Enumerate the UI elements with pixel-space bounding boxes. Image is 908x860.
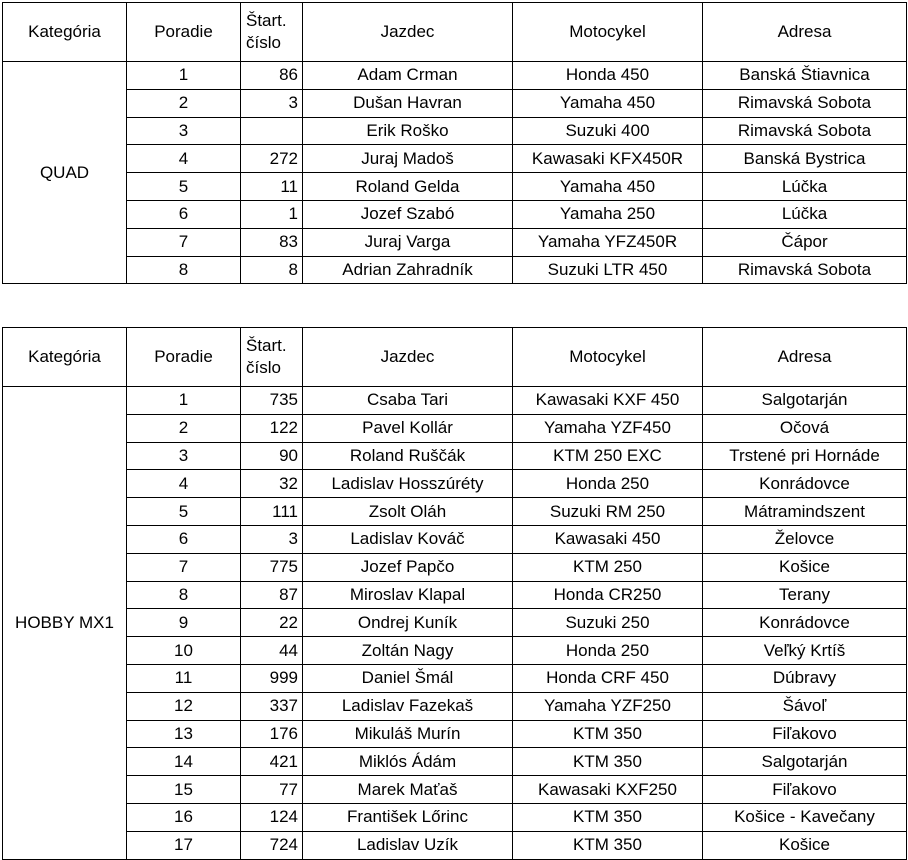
rider-cell: Roland Ruščák: [303, 442, 513, 470]
start-number-cell: 1: [241, 200, 303, 228]
position-cell: 8: [127, 581, 241, 609]
start-number-cell: 86: [241, 62, 303, 90]
rider-cell: Adam Crman: [303, 62, 513, 90]
header-start-number: [241, 328, 303, 387]
header-category: Kategória: [3, 328, 127, 387]
header-start-line1: Štart.: [246, 336, 287, 355]
address-cell: Banská Bystrica: [703, 145, 907, 173]
table-row: [3, 442, 907, 470]
rider-cell: Juraj Varga: [303, 228, 513, 256]
rider-cell: Ladislav Hosszúréty: [303, 470, 513, 498]
table-row: [3, 803, 907, 831]
start-number-cell: 32: [241, 470, 303, 498]
table-row: [3, 720, 907, 748]
start-number-cell: 11: [241, 173, 303, 201]
address-cell: Košice: [703, 831, 907, 859]
table-row: [3, 62, 907, 90]
position-cell: 2: [127, 414, 241, 442]
position-cell: 17: [127, 831, 241, 859]
header-rider: Jazdec: [303, 3, 513, 62]
rider-cell: Roland Gelda: [303, 173, 513, 201]
start-number-cell: 77: [241, 776, 303, 804]
rider-cell: Csaba Tari: [303, 387, 513, 415]
motorcycle-cell: Kawasaki 450: [513, 525, 703, 553]
rider-cell: Miklós Ádám: [303, 748, 513, 776]
address-cell: Konrádovce: [703, 470, 907, 498]
address-cell: Očová: [703, 414, 907, 442]
motorcycle-cell: Yamaha YZF250: [513, 692, 703, 720]
rider-cell: František Lőrinc: [303, 803, 513, 831]
start-number-cell: 337: [241, 692, 303, 720]
start-number-cell: 90: [241, 442, 303, 470]
start-number-cell: 724: [241, 831, 303, 859]
table-row: [3, 387, 907, 415]
motorcycle-cell: Suzuki RM 250: [513, 498, 703, 526]
start-number-cell: 999: [241, 664, 303, 692]
start-number-cell: 775: [241, 553, 303, 581]
position-cell: 1: [127, 62, 241, 90]
address-cell: Salgotarján: [703, 748, 907, 776]
position-cell: 13: [127, 720, 241, 748]
motorcycle-cell: Kawasaki KFX450R: [513, 145, 703, 173]
position-cell: 14: [127, 748, 241, 776]
position-cell: 5: [127, 498, 241, 526]
position-cell: 7: [127, 228, 241, 256]
address-cell: Fiľakovo: [703, 776, 907, 804]
start-number-cell: 83: [241, 228, 303, 256]
position-cell: 4: [127, 470, 241, 498]
address-cell: Salgotarján: [703, 387, 907, 415]
rider-cell: Jozef Papčo: [303, 553, 513, 581]
motorcycle-cell: Suzuki 250: [513, 609, 703, 637]
address-cell: Banská Štiavnica: [703, 62, 907, 90]
position-cell: 2: [127, 89, 241, 117]
start-number-cell: 176: [241, 720, 303, 748]
rider-cell: Zoltán Nagy: [303, 637, 513, 665]
rider-cell: Zsolt Oláh: [303, 498, 513, 526]
start-number-cell: 735: [241, 387, 303, 415]
rider-cell: Adrian Zahradník: [303, 256, 513, 284]
position-cell: 3: [127, 442, 241, 470]
header-position: Poradie: [127, 328, 241, 387]
header-address: Adresa: [703, 328, 907, 387]
motorcycle-cell: Yamaha 250: [513, 200, 703, 228]
rider-cell: Marek Maťaš: [303, 776, 513, 804]
address-cell: Rimavská Sobota: [703, 256, 907, 284]
table-row: [3, 145, 907, 173]
table-row: [3, 200, 907, 228]
header-motorcycle: Motocykel: [513, 3, 703, 62]
address-cell: Rimavská Sobota: [703, 89, 907, 117]
header-start-line1: Štart.: [246, 11, 287, 30]
rider-cell: Erik Roško: [303, 117, 513, 145]
address-cell: Fiľakovo: [703, 720, 907, 748]
address-cell: Mátramindszent: [703, 498, 907, 526]
position-cell: 10: [127, 637, 241, 665]
motorcycle-cell: Yamaha YFZ450R: [513, 228, 703, 256]
address-cell: Dúbravy: [703, 664, 907, 692]
header-motorcycle: Motocykel: [513, 328, 703, 387]
motorcycle-cell: Kawasaki KXF250: [513, 776, 703, 804]
table-row: [3, 173, 907, 201]
category-cell: QUAD: [3, 62, 127, 284]
address-cell: Košice: [703, 553, 907, 581]
header-start-line2: číslo: [246, 33, 281, 52]
motorcycle-cell: KTM 250: [513, 553, 703, 581]
position-cell: 6: [127, 525, 241, 553]
table-row: [3, 748, 907, 776]
motorcycle-cell: Yamaha YZF450: [513, 414, 703, 442]
start-number-cell: 272: [241, 145, 303, 173]
motorcycle-cell: Honda 250: [513, 470, 703, 498]
motorcycle-cell: KTM 250 EXC: [513, 442, 703, 470]
start-number-cell: 8: [241, 256, 303, 284]
start-number-cell: 44: [241, 637, 303, 665]
rider-cell: Ladislav Uzík: [303, 831, 513, 859]
results-table-hobby-mx1: [2, 327, 907, 860]
table-row: [3, 256, 907, 284]
address-cell: Želovce: [703, 525, 907, 553]
rider-cell: Dušan Havran: [303, 89, 513, 117]
position-cell: 3: [127, 117, 241, 145]
rider-cell: Juraj Madoš: [303, 145, 513, 173]
rider-cell: Miroslav Klapal: [303, 581, 513, 609]
position-cell: 15: [127, 776, 241, 804]
position-cell: 12: [127, 692, 241, 720]
start-number-cell: 124: [241, 803, 303, 831]
motorcycle-cell: Honda CR250: [513, 581, 703, 609]
header-address: Adresa: [703, 3, 907, 62]
position-cell: 8: [127, 256, 241, 284]
position-cell: 4: [127, 145, 241, 173]
rider-cell: Ladislav Kováč: [303, 525, 513, 553]
position-cell: 7: [127, 553, 241, 581]
address-cell: Trstené pri Hornáde: [703, 442, 907, 470]
motorcycle-cell: Suzuki LTR 450: [513, 256, 703, 284]
motorcycle-cell: KTM 350: [513, 831, 703, 859]
address-cell: Šávoľ: [703, 692, 907, 720]
table-row: [3, 117, 907, 145]
header-rider: Jazdec: [303, 328, 513, 387]
address-cell: Lúčka: [703, 200, 907, 228]
motorcycle-cell: KTM 350: [513, 720, 703, 748]
start-number-cell: [241, 117, 303, 145]
address-cell: Rimavská Sobota: [703, 117, 907, 145]
rider-cell: Pavel Kollár: [303, 414, 513, 442]
motorcycle-cell: Kawasaki KXF 450: [513, 387, 703, 415]
motorcycle-cell: KTM 350: [513, 748, 703, 776]
start-number-cell: 3: [241, 525, 303, 553]
table-row: [3, 470, 907, 498]
results-table-quad: [2, 2, 907, 284]
address-cell: Košice - Kavečany: [703, 803, 907, 831]
address-cell: Lúčka: [703, 173, 907, 201]
address-cell: Terany: [703, 581, 907, 609]
table-row: [3, 581, 907, 609]
table-row: [3, 228, 907, 256]
address-cell: Čápor: [703, 228, 907, 256]
table-row: [3, 414, 907, 442]
rider-cell: Mikuláš Murín: [303, 720, 513, 748]
header-category: Kategória: [3, 3, 127, 62]
table-row: [3, 664, 907, 692]
position-cell: 5: [127, 173, 241, 201]
motorcycle-cell: Yamaha 450: [513, 173, 703, 201]
address-cell: Veľký Krtíš: [703, 637, 907, 665]
position-cell: 9: [127, 609, 241, 637]
table-row: [3, 637, 907, 665]
header-row: [3, 328, 907, 387]
address-cell: Konrádovce: [703, 609, 907, 637]
motorcycle-cell: KTM 350: [513, 803, 703, 831]
header-start-line2: číslo: [246, 358, 281, 377]
table-body: [3, 387, 907, 860]
start-number-cell: 111: [241, 498, 303, 526]
start-number-cell: 22: [241, 609, 303, 637]
header-start-number: [241, 3, 303, 62]
table-row: [3, 553, 907, 581]
position-cell: 6: [127, 200, 241, 228]
table-body: [3, 62, 907, 284]
rider-cell: Ladislav Fazekaš: [303, 692, 513, 720]
table-row: [3, 525, 907, 553]
rider-cell: Ondrej Kuník: [303, 609, 513, 637]
table-row: [3, 776, 907, 804]
table-row: [3, 692, 907, 720]
table-row: [3, 831, 907, 859]
motorcycle-cell: Yamaha 450: [513, 89, 703, 117]
category-cell: HOBBY MX1: [3, 387, 127, 860]
rider-cell: Jozef Szabó: [303, 200, 513, 228]
table-row: [3, 498, 907, 526]
position-cell: 11: [127, 664, 241, 692]
header-position: Poradie: [127, 3, 241, 62]
start-number-cell: 3: [241, 89, 303, 117]
position-cell: 16: [127, 803, 241, 831]
table-row: [3, 89, 907, 117]
table-row: [3, 609, 907, 637]
start-number-cell: 122: [241, 414, 303, 442]
motorcycle-cell: Honda CRF 450: [513, 664, 703, 692]
start-number-cell: 421: [241, 748, 303, 776]
motorcycle-cell: Suzuki 400: [513, 117, 703, 145]
start-number-cell: 87: [241, 581, 303, 609]
motorcycle-cell: Honda 250: [513, 637, 703, 665]
motorcycle-cell: Honda 450: [513, 62, 703, 90]
header-row: [3, 3, 907, 62]
rider-cell: Daniel Šmál: [303, 664, 513, 692]
position-cell: 1: [127, 387, 241, 415]
